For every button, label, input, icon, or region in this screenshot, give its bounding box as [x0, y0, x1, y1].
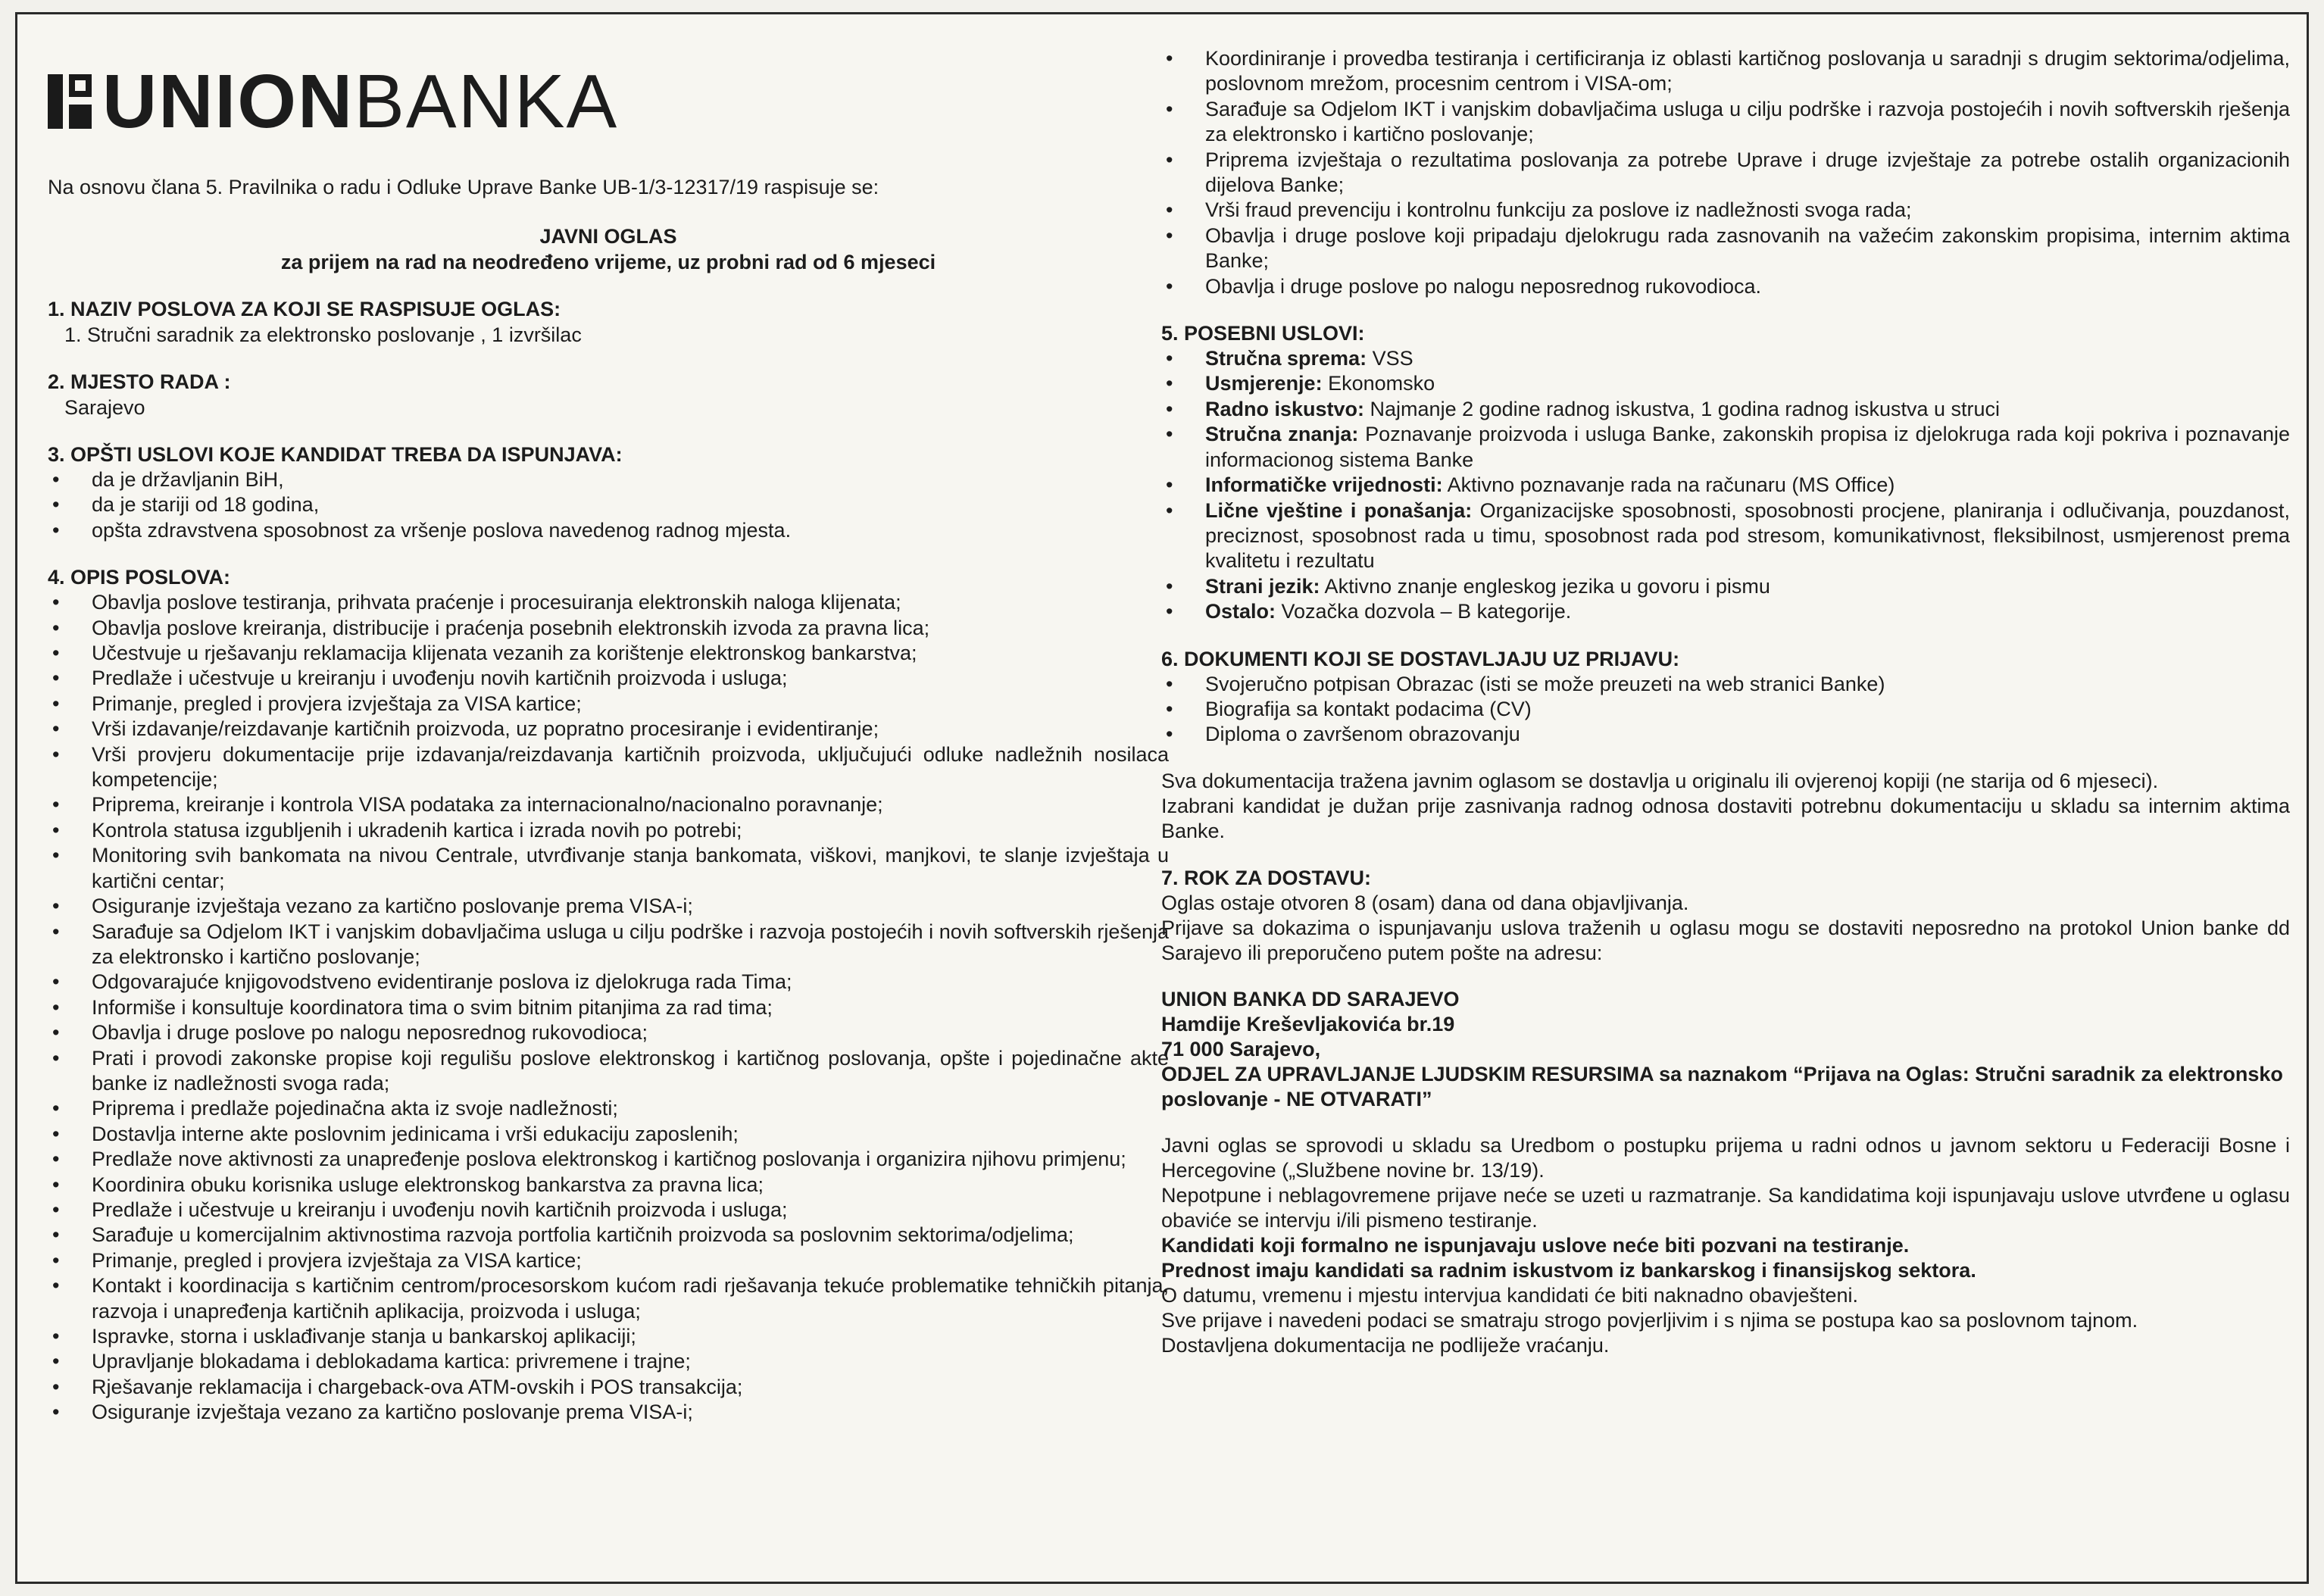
item-text: Aktivno poznavanje rada na računaru (MS Office) [1442, 473, 1895, 497]
list-item: • Priprema izvještaja o rezultatima poslovanja za potrebe Uprave i druge izvještaje za potrebe ostalih organizacionih dijelova Banke; [1161, 148, 2290, 198]
list-item: • Obavlja i druge poslove koji pripadaju djelokrugu rada zasnovanih na važećim zakonskim propisima, internim aktima Banke; [1161, 223, 2290, 274]
list-item: • Obavlja i druge poslove po nalogu neposrednog rukovodioca; [48, 1020, 1169, 1045]
list-item: • Koordiniranje i provedba testiranja i certificiranja iz oblasti kartičnog poslovanja u saradnji s drugim sektorima/odjelima, poslovnom mrežom, procesnim centrom i VISA-om; [1161, 46, 2290, 97]
list-item: • Monitoring svih bankomata na nivou Centrale, utvrđivanje stanja bankomata, viškovi, manjkovi, te slanje izvještaja u kartični centar; [48, 843, 1169, 894]
section-7 [1161, 865, 2290, 966]
list-item: • Rješavanje reklamacija i chargeback-ova ATM-ovskih i POS transakcija; [48, 1375, 1169, 1400]
list-item: • Predlaže i učestvuje u kreiranju i uvođenju novih kartičnih proizvoda i usluga; [48, 666, 1169, 691]
list-item: • Sarađuje u komercijalnim aktivnostima razvoja portfolia kartičnih proizvoda sa poslovnim sektorima/odjelima; [48, 1223, 1169, 1248]
ad-subtitle: za prijem na rad na neodređeno vrijeme, uz probni rad od 6 mjeseci [280, 251, 936, 273]
section-5-title: 5. POSEBNI USLOVI: [1161, 322, 1365, 345]
section-2 [48, 369, 1169, 420]
list-item: • Diploma o završenom obrazovanju [1161, 722, 2290, 747]
newspaper-ad [15, 12, 2309, 1584]
list-item: • Osiguranje izvještaja vezano za kartično poslovanje prema VISA-i; [48, 894, 1169, 919]
section-5 [1161, 320, 2290, 624]
bold-notice: Kandidati koji formalno ne ispunjavaju uslove neće biti pozvani na testiranje. [1161, 1233, 1910, 1257]
section-3-list [48, 467, 1169, 543]
logo-mark-icon [48, 74, 92, 129]
address-line: Hamdije Kreševljakovića br.19 [1161, 1012, 1455, 1035]
ad-title: JAVNI OGLAS [539, 225, 677, 248]
item-text: Vozačka dozvola – B kategorije. [1276, 600, 1572, 623]
item-text: Ekonomsko [1322, 372, 1435, 395]
paragraph: Prijave sa dokazima o ispunjavanju uslova traženih u oglasu mogu se dostaviti neposredno na protokol Union banke dd Sarajevo ili preporučeno putem pošte na adresu: [1161, 916, 2290, 964]
item-text: Najmanje 2 godine radnog iskustva, 1 godina radnog iskustva u struci [1364, 397, 2001, 420]
list-item [1161, 346, 2290, 371]
item-text: Poznavanje proizvoda i usluga Banke, zakonskih propisa iz djelokruga rada koji pokriva i poznavanje informacionog sistema Banke [1205, 423, 2290, 471]
bank-logo [48, 60, 1169, 143]
list-item: • Osiguranje izvještaja vezano za kartično poslovanje prema VISA-i; [48, 1400, 1169, 1425]
address-line: UNION BANKA DD SARAJEVO [1161, 987, 1460, 1010]
section-5-list [1161, 346, 2290, 624]
paragraph: Nepotpune i neblagovremene prijave neće se uzeti u razmatranje. Sa kandidatima koji ispunjavaju uslove utvrđene u oglasu obaviće se intervju i/ili pismeno testiranje. [1161, 1183, 2290, 1232]
list-item: • Odgovarajuće knjigovodstveno evidentiranje poslova iz djelokruga rada Tima; [48, 970, 1169, 995]
list-item [1161, 599, 2290, 624]
list-item: • Prati i provodi zakonske propise koji regulišu poslove elektronskog i kartičnog poslovanja, opšte i pojedinačne akte banke iz nadležnosti svoga rada; [48, 1046, 1169, 1097]
item-label: Strani jezik: [1205, 574, 1320, 598]
section-4 [48, 564, 1169, 1425]
list-item: • Vrši fraud prevenciju i kontrolnu funkciju za poslove iz nadležnosti svoga rada; [1161, 198, 2290, 223]
paragraph: Sva dokumentacija tražena javnim oglasom se dostavlja u originalu ili ovjerenoj kopiji (ne starija od 6 mjeseci). [1161, 769, 2159, 792]
list-item: • Primanje, pregled i provjera izvještaja za VISA kartice; [48, 692, 1169, 717]
list-item: • da je državljanin BiH, [48, 467, 1169, 492]
paragraph: Sve prijave i navedeni podaci se smatraju strogo povjerljivim i s njima se postupa kao sa poslovnom tajnom. [1161, 1308, 2138, 1332]
list-item: • Učestvuje u rješavanju reklamacija klijenata vezanih za korištenje elektronskog bankarstva; [48, 641, 1169, 666]
list-item: • Kontrola statusa izgubljenih i ukradenih kartica i izrada novih po potrebi; [48, 818, 1169, 843]
list-item [1161, 473, 2290, 498]
closing-notes [1161, 1133, 2290, 1358]
paragraph: Oglas ostaje otvoren 8 (osam) dana od dana objavljivanja. [1161, 891, 1689, 914]
section-1-title: 1. NAZIV POSLOVA ZA KOJI SE RASPISUJE OGLAS: [48, 298, 561, 320]
section-6 [1161, 646, 2290, 748]
list-item: • Vrši izdavanje/reizdavanje kartičnih proizvoda, uz popratno procesiranje i evidentiranje; [48, 717, 1169, 742]
list-item: • Ispravke, storna i usklađivanje stanja u bankarskoj aplikaciji; [48, 1324, 1169, 1349]
logo-text-light: BANKA [354, 59, 619, 144]
mailing-address [1161, 987, 2290, 1112]
section-3-title: 3. OPŠTI USLOVI KOJE KANDIDAT TREBA DA ISPUNJAVA: [48, 443, 623, 466]
section-2-text: Sarajevo [64, 396, 145, 419]
item-label: Stručna sprema: [1205, 347, 1367, 370]
item-label: Lične vještine i ponašanja: [1205, 498, 1473, 522]
right-column [1161, 46, 2290, 1358]
item-label: Stručna znanja: [1205, 423, 1359, 446]
address-line: 71 000 Sarajevo, [1161, 1037, 1321, 1060]
section-6-list [1161, 672, 2290, 748]
list-item [1161, 397, 2290, 422]
list-item: • Obavlja poslove testiranja, prihvata praćenje i procesuiranja elektronskih naloga klijenata; [48, 590, 1169, 615]
list-item: • Vrši provjeru dokumentacije prije izdavanja/reizdavanja kartičnih proizvoda, uključujući odluke nadležnih nosilaca kompetencije; [48, 742, 1169, 793]
list-item [1161, 422, 2290, 473]
intro-text: Na osnovu člana 5. Pravilnika o radu i Odluke Uprave Banke UB-1/3-12317/19 raspisuje se: [48, 176, 879, 198]
list-item: • da je stariji od 18 godina, [48, 492, 1169, 517]
list-item: • Sarađuje sa Odjelom IKT i vanjskim dobavljačima usluga u cilju podrške i razvoja postojećih i novih softverskih rješenja za elektronsko i kartično poslovanje; [48, 920, 1169, 970]
section-2-title: 2. MJESTO RADA : [48, 370, 231, 393]
item-text: Organizacijske sposobnosti, sposobnosti procjene, planiranja i odlučivanja, pouzdanost, preciznost, sposobnost rada u timu, sposobnost rada pod stresom, komunikativnost, fleksibilnost, usmjerenost prema kvalitetu i rezultatu [1205, 498, 2290, 573]
list-item [1161, 371, 2290, 396]
item-label: Radno iskustvo: [1205, 397, 1365, 420]
section-4-list-continued [1161, 46, 2290, 299]
section-6-title: 6. DOKUMENTI KOJI SE DOSTAVLJAJU UZ PRIJAVU: [1161, 647, 1680, 670]
item-text: VSS [1367, 347, 1413, 370]
list-item: • opšta zdravstvena sposobnost za vršenje poslova navedenog radnog mjesta. [48, 518, 1169, 543]
section-1 [48, 296, 1169, 348]
list-item: • Predlaže i učestvuje u kreiranju i uvođenju novih kartičnih proizvoda i usluga; [48, 1198, 1169, 1223]
paragraph: Dostavljena dokumentacija ne podliježe vraćanju. [1161, 1333, 1610, 1357]
item-label: Informatičke vrijednosti: [1205, 473, 1443, 497]
paragraph: Izabrani kandidat je dužan prije zasnivanja radnog odnosa dostaviti potrebnu dokumentaciju u skladu sa internim aktima Banke. [1161, 794, 2290, 842]
address-line: ODJEL ZA UPRAVLJANJE LJUDSKIM RESURSIMA sa naznakom “Prijava na Oglas: Stručni saradnik za elektronsko poslovanje - NE OTVARATI” [1161, 1062, 2283, 1110]
list-item: • Biografija sa kontakt podacima (CV) [1161, 697, 2290, 722]
section-4-title: 4. OPIS POSLOVA: [48, 566, 231, 589]
list-item: • Primanje, pregled i provjera izvještaja za VISA kartice; [48, 1248, 1169, 1273]
list-item: • Predlaže nove aktivnosti za unapređenje poslova elektronskog i kartičnog poslovanja i organizira njihovu primjenu; [48, 1147, 1169, 1172]
item-label: Ostalo: [1205, 600, 1276, 623]
list-item [1161, 498, 2290, 574]
list-item: • Priprema, kreiranje i kontrola VISA podataka za internacionalno/nacionalno poravnanje; [48, 792, 1169, 817]
documents-note [1161, 769, 2290, 844]
item-text: Aktivno znanje engleskog jezika u govoru i pismu [1320, 574, 1770, 598]
left-column [48, 60, 1169, 1426]
list-item: • Obavlja poslove kreiranja, distribucije i praćenja posebnih elektronskih izvoda za pravna lica; [48, 616, 1169, 641]
bold-notice: Prednost imaju kandidati sa radnim iskustvom iz bankarskog i finansijskog sektora. [1161, 1258, 1976, 1282]
list-item [1161, 574, 2290, 599]
list-item: • Svojeručno potpisan Obrazac (isti se može preuzeti na web stranici Banke) [1161, 672, 2290, 697]
section-1-text: 1. Stručni saradnik za elektronsko poslovanje , 1 izvršilac [64, 323, 582, 346]
list-item: • Priprema i predlaže pojedinačna akta iz svoje nadležnosti; [48, 1096, 1169, 1121]
paragraph: O datumu, vremenu i mjestu intervjua kandidati će biti naknadno obavješteni. [1161, 1283, 1859, 1307]
section-7-title: 7. ROK ZA DOSTAVU: [1161, 866, 1372, 889]
section-4-list [48, 590, 1169, 1425]
list-item: • Sarađuje sa Odjelom IKT i vanjskim dobavljačima usluga u cilju podrške i razvoja postojećih i novih softverskih rješenja za elektronsko i kartično poslovanje; [1161, 97, 2290, 148]
item-label: Usmjerenje: [1205, 372, 1323, 395]
section-3 [48, 442, 1169, 543]
list-item: • Kontakt i koordinacija s kartičnim centrom/procesorskom kućom radi rješavanja tekuće problematike tehničkih pitanja, razvoja i unapređenja kartičnih aplikacija, proizvoda i usluga; [48, 1273, 1169, 1324]
paragraph: Javni oglas se sprovodi u skladu sa Uredbom o postupku prijema u radni odnos u javnom sektoru u Federaciji Bosne i Hercegovine („Službene novine br. 13/19). [1161, 1133, 2290, 1182]
list-item: • Dostavlja interne akte poslovnim jedinicama i vrši edukaciju zaposlenih; [48, 1122, 1169, 1147]
list-item: • Koordinira obuku korisnika usluge elektronskog bankarstva za pravna lica; [48, 1173, 1169, 1198]
list-item: • Obavlja i druge poslove po nalogu neposrednog rukovodioca. [1161, 274, 2290, 299]
logo-text-bold: UNION [102, 59, 355, 144]
list-item: • Informiše i konsultuje koordinatora tima o svim bitnim pitanjima za rad tima; [48, 995, 1169, 1020]
list-item: • Upravljanje blokadama i deblokadama kartica: privremene i trajne; [48, 1349, 1169, 1374]
